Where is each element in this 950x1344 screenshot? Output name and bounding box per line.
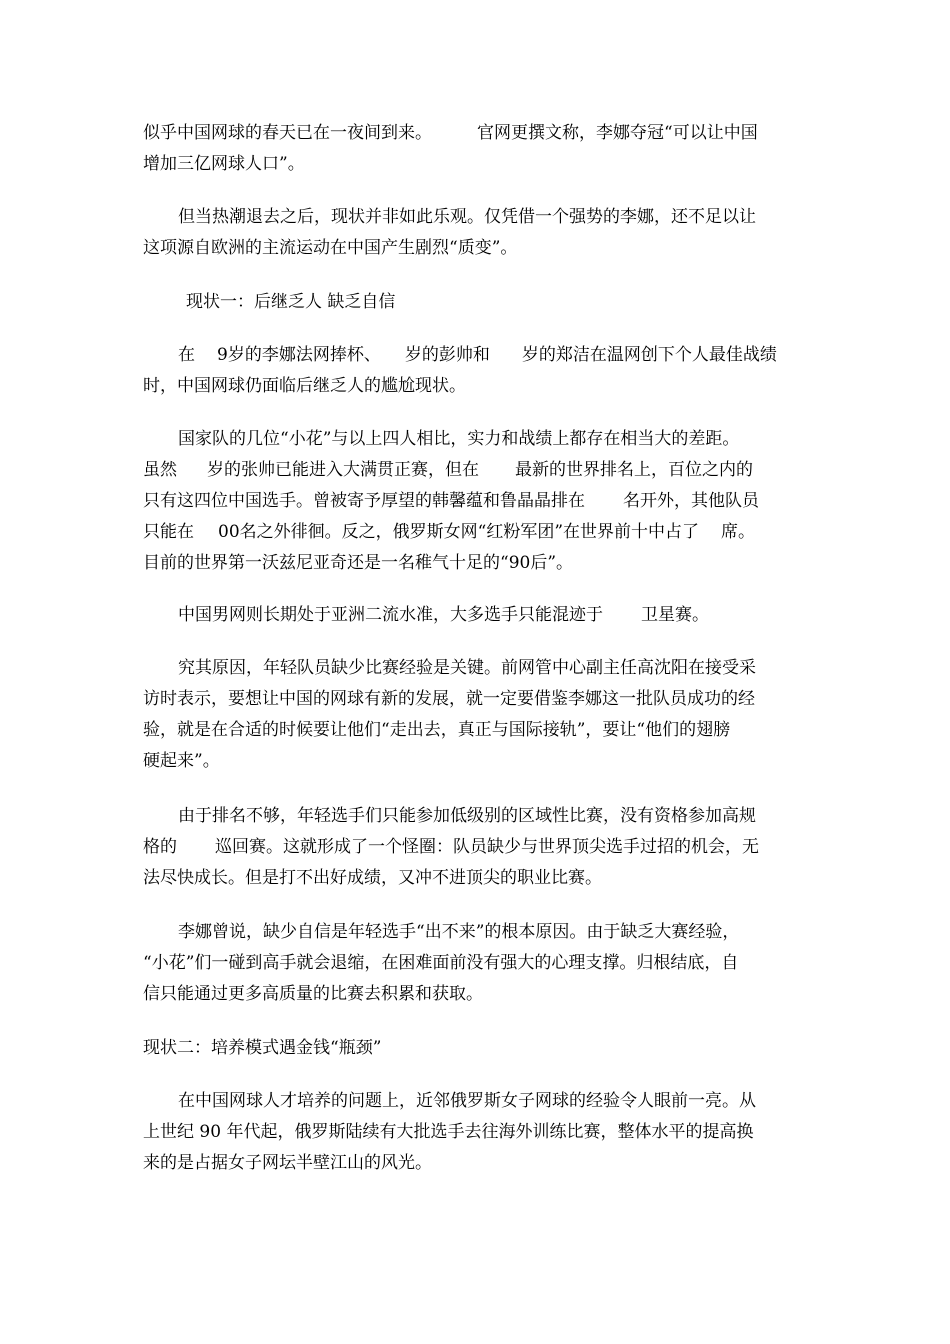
- section-heading-1: 现状一：后继乏人 缺乏自信: [186, 292, 396, 312]
- text-line: 由于排名不够，年轻选手们只能参加低级别的区域性比赛，没有资格参加高规: [178, 806, 756, 826]
- paragraph-5: [143, 600, 848, 631]
- text-run: 卫星赛。: [641, 605, 709, 625]
- text-line: 法尽快成长。但是打不出好成绩，又冲不进顶尖的职业比赛。: [143, 868, 602, 888]
- text-line: 究其原因，年轻队员缺少比赛经验是关键。前网管中心副主任高沈阳在接受采: [178, 658, 756, 678]
- text-run: 00名之外徘徊。反之，俄罗斯女网“红粉军团”在世界前十中占了: [218, 522, 700, 542]
- text-line: 验，就是在合适的时候要让他们“走出去，真正与国际接轨”，要让“他们的翅膀: [143, 720, 731, 740]
- text-run: 岁的彭帅和: [404, 345, 490, 365]
- text-run: 9岁的李娜法网捧杯、: [217, 345, 381, 365]
- paragraph-3: [143, 340, 848, 402]
- text-line: 信只能通过更多高质量的比赛去积累和获取。: [143, 984, 483, 1004]
- text-line: 访时表示，要想让中国的网球有新的发展，就一定要借鉴李娜这一批队员成功的经: [143, 689, 755, 709]
- text-line: 目前的世界第一沃兹尼亚奇还是一名稚气十足的“90后”。: [143, 553, 574, 573]
- text-run: 席。: [721, 522, 756, 542]
- text-line: [178, 600, 848, 631]
- text-line: [143, 118, 813, 149]
- text-line: 但当热潮退去之后，现状并非如此乐观。仅凭借一个强势的李娜，还不足以让: [178, 207, 756, 227]
- text-run: 在: [178, 345, 195, 365]
- text-line: 来的是占据女子网坛半壁江山的风光。: [143, 1153, 432, 1173]
- text-line: [143, 832, 848, 863]
- paragraph-9: [143, 1086, 848, 1179]
- text-line: 时，中国网球仍面临后继乏人的尴尬现状。: [143, 376, 466, 396]
- text-line: 上世纪 90 年代起，俄罗斯陆续有大批选手去往海外训练比赛，整体水平的提高换: [143, 1122, 754, 1142]
- text-line: 这项源自欧洲的主流运动在中国产生剧烈“质变”。: [143, 238, 518, 258]
- text-run: 中国男网则长期处于亚洲二流水准，大多选手只能混迹于: [178, 605, 603, 625]
- text-run: 名开外，其他队员: [623, 491, 759, 511]
- text-run: 巡回赛。这就形成了一个怪圈：队员缺少与世界顶尖选手过招的机会，无: [215, 837, 759, 857]
- text-run: 只能在: [143, 522, 194, 542]
- text-run: 岁的郑洁在温网创下个人最佳战绩: [521, 345, 777, 365]
- section-heading-2: 现状二：培养模式遇金钱“瓶颈”: [143, 1038, 382, 1058]
- text-line: [143, 517, 848, 548]
- paragraph-2: [143, 202, 848, 264]
- text-line: 在中国网球人才培养的问题上，近邻俄罗斯女子网球的经验令人眼前一亮。从: [178, 1091, 756, 1111]
- text-line: 国家队的几位“小花”与以上四人相比，实力和战绩上都存在相当大的差距。: [178, 429, 740, 449]
- text-line: “小花”们一碰到高手就会退缩，在困难面前没有强大的心理支撑。归根结底，自: [143, 953, 739, 973]
- paragraph-6: [143, 653, 848, 777]
- paragraph-4: [143, 424, 848, 579]
- text-run: 格的: [143, 837, 177, 857]
- text-run: 虽然: [143, 460, 177, 480]
- paragraph-7: [143, 801, 848, 894]
- text-line: [178, 340, 848, 371]
- paragraph-8: [143, 917, 848, 1010]
- text-line: 硬起来”。: [143, 751, 220, 771]
- text-line: 增加三亿网球人口”。: [143, 154, 305, 174]
- text-line: [143, 486, 848, 517]
- paragraph-1: [143, 118, 813, 180]
- text-line: [143, 455, 848, 486]
- text-run: 最新的世界排名上，百位之内的: [515, 460, 753, 480]
- text-run: 似乎中国网球的春天已在一夜间到来。: [143, 123, 432, 143]
- text-line: 李娜曾说，缺少自信是年轻选手“出不来”的根本原因。由于缺乏大赛经验，: [178, 922, 740, 942]
- text-run: 官网更撰文称，李娜夺冠“可以让中国: [477, 123, 758, 143]
- text-run: 只有这四位中国选手。曾被寄予厚望的韩馨蕴和鲁晶晶排在: [143, 491, 585, 511]
- text-run: 岁的张帅已能进入大满贯正赛，但在: [207, 460, 479, 480]
